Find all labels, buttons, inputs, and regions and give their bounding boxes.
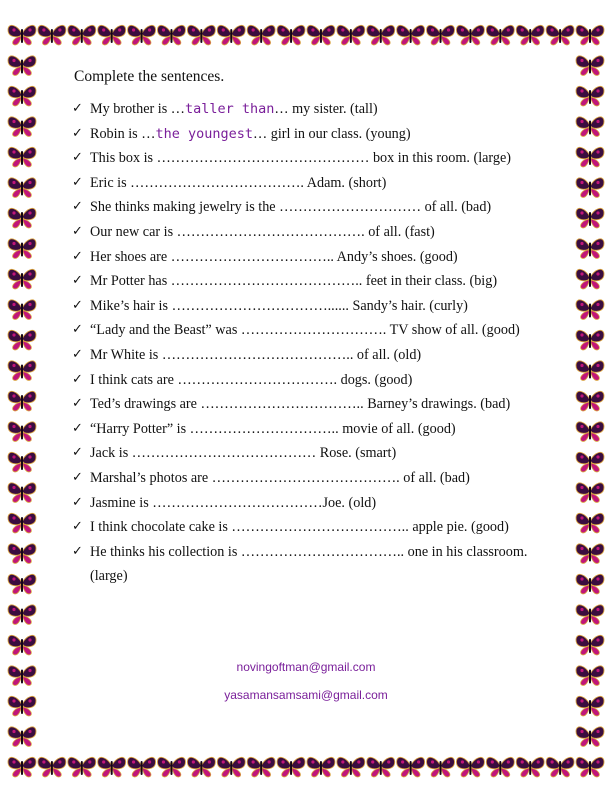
butterfly-icon: [8, 635, 36, 655]
butterfly-icon: [337, 757, 365, 777]
sentence-answer: the youngest: [155, 125, 253, 142]
butterfly-icon: [8, 239, 36, 259]
sentence-answer: taller than: [184, 101, 275, 117]
butterfly-icon: [576, 483, 604, 503]
sentence-item: [72, 245, 542, 270]
sentence-item: [72, 318, 542, 343]
sentence-item: [72, 417, 542, 442]
butterfly-icon: [217, 757, 245, 777]
butterfly-icon: [98, 757, 126, 777]
butterfly-icon: [576, 330, 604, 350]
sentence-list: [72, 97, 542, 589]
butterfly-icon: [247, 757, 275, 777]
checkmark-icon: ✓: [72, 174, 83, 190]
butterfly-icon: [397, 25, 425, 45]
butterfly-icon: [397, 757, 425, 777]
sentence-text-before: Mr White is ………………………………….. of all. (old): [90, 346, 422, 363]
butterfly-icon: [247, 25, 275, 45]
sentence-text-before: Jack is ………………………………… Rose. (smart): [90, 445, 397, 462]
sentence-text-before: “Lady and the Beast” was …………………………. TV show of all. (good): [90, 322, 520, 339]
butterfly-icon: [456, 757, 484, 777]
sentence-item: [72, 269, 542, 294]
butterfly-icon: [128, 757, 156, 777]
butterfly-icon: [8, 178, 36, 198]
sentence-item: [72, 122, 542, 147]
checkmark-icon: ✓: [72, 223, 83, 239]
sentence-text-before: I think cats are ……………………………. dogs. (good): [90, 371, 413, 388]
sentence-text-before: Eric is ………………………………. Adam. (short): [90, 174, 387, 191]
butterfly-icon: [8, 361, 36, 381]
butterfly-icon: [546, 757, 574, 777]
sentence-item: [72, 220, 542, 245]
butterfly-icon: [68, 25, 96, 45]
butterfly-icon: [576, 269, 604, 289]
butterfly-icon: [8, 757, 36, 777]
sentence-item: [72, 466, 542, 491]
checkmark-icon: ✓: [72, 101, 83, 116]
butterfly-icon: [576, 25, 604, 45]
sentence-text-before: Marshal’s photos are …………………………………. of all. (bad): [90, 469, 470, 486]
butterfly-icon: [8, 86, 36, 106]
sentence-item: [72, 392, 542, 417]
butterfly-icon: [277, 757, 305, 777]
sentence-item: [72, 343, 542, 368]
sentence-item: [72, 491, 542, 516]
butterfly-icon: [8, 147, 36, 167]
butterfly-icon: [516, 25, 544, 45]
checkmark-icon: ✓: [72, 248, 83, 264]
worksheet-heading: Complete the sentences.: [74, 68, 225, 85]
sentence-text-before: My brother is …: [90, 101, 185, 117]
butterfly-icon: [8, 452, 36, 472]
butterfly-icon: [546, 25, 574, 45]
sentence-text-before: I think chocolate cake is ……………………………….. apple pie. (good): [90, 519, 509, 536]
butterfly-icon: [8, 544, 36, 564]
checkmark-icon: ✓: [72, 469, 83, 485]
butterfly-icon: [8, 56, 36, 76]
butterfly-icon: [576, 605, 604, 625]
butterfly-icon: [576, 300, 604, 320]
sentence-text-before: Her shoes are …………………………….. Andy’s shoes. (good): [90, 248, 458, 265]
butterfly-icon: [8, 422, 36, 442]
butterfly-icon: [157, 25, 185, 45]
sentence-item: [72, 294, 542, 319]
butterfly-icon: [576, 239, 604, 259]
butterfly-icon: [576, 452, 604, 472]
checkmark-icon: ✓: [72, 346, 83, 362]
butterfly-icon: [576, 391, 604, 411]
butterfly-icon: [38, 757, 66, 777]
butterfly-icon: [8, 300, 36, 320]
butterfly-icon: [576, 635, 604, 655]
butterfly-icon: [456, 25, 484, 45]
butterfly-icon: [8, 391, 36, 411]
butterfly-icon: [217, 25, 245, 45]
butterfly-icon: [157, 757, 185, 777]
butterfly-icon: [427, 757, 455, 777]
butterfly-icon: [8, 269, 36, 289]
sentence-text-before: Mike’s hair is ……………………………...... Sandy’s hair. (curly): [90, 297, 468, 314]
butterfly-icon: [8, 25, 36, 45]
sentence-text-before: Jasmine is ………………………………Joe. (old): [90, 494, 377, 511]
checkmark-icon: ✓: [72, 519, 83, 535]
butterfly-icon: [277, 25, 305, 45]
butterfly-icon: [576, 513, 604, 533]
worksheet-body: [72, 68, 542, 589]
sentence-text-before: He thinks his collection is …………………………….. one in his classroom. (large): [90, 543, 528, 585]
sentence-item: [72, 441, 542, 466]
footer-emails: [0, 660, 612, 716]
sentence-item: [72, 97, 542, 122]
butterfly-icon: [576, 544, 604, 564]
butterfly-icon: [576, 117, 604, 137]
butterfly-icon: [576, 361, 604, 381]
checkmark-icon: ✓: [72, 273, 83, 289]
sentence-text-before: Our new car is …………………………………. of all. (fast): [90, 223, 435, 240]
butterfly-icon: [8, 605, 36, 625]
butterfly-icon: [307, 757, 335, 777]
sentence-item: [72, 195, 542, 220]
sentence-item: [72, 171, 542, 196]
butterfly-icon: [8, 330, 36, 350]
sentence-item: [72, 368, 542, 393]
checkmark-icon: ✓: [72, 125, 83, 141]
butterfly-icon: [576, 147, 604, 167]
checkmark-icon: ✓: [72, 420, 83, 436]
butterfly-icon: [486, 25, 514, 45]
checkmark-icon: ✓: [72, 150, 83, 166]
sentence-item: [72, 540, 542, 589]
checkmark-icon: ✓: [72, 297, 83, 313]
butterfly-icon: [68, 757, 96, 777]
sentence-text-before: Ted’s drawings are …………………………….. Barney’s drawings. (bad): [90, 396, 511, 413]
butterfly-icon: [307, 25, 335, 45]
butterfly-icon: [367, 25, 395, 45]
butterfly-icon: [38, 25, 66, 45]
butterfly-icon: [576, 178, 604, 198]
checkmark-icon: ✓: [72, 445, 83, 461]
butterfly-icon: [128, 25, 156, 45]
butterfly-icon: [576, 422, 604, 442]
butterfly-icon: [8, 208, 36, 228]
sentence-text-before: Robin is …: [90, 125, 156, 142]
butterfly-icon: [8, 117, 36, 137]
butterfly-icon: [576, 56, 604, 76]
butterfly-icon: [486, 757, 514, 777]
butterfly-icon: [427, 25, 455, 45]
checkmark-icon: ✓: [72, 543, 83, 559]
sentence-text-after: … girl in our class. (young): [252, 125, 411, 142]
checkmark-icon: ✓: [72, 322, 83, 338]
butterfly-icon: [8, 574, 36, 594]
butterfly-icon: [8, 513, 36, 533]
butterfly-icon: [98, 25, 126, 45]
butterfly-icon: [8, 727, 36, 747]
butterfly-icon: [576, 86, 604, 106]
sentence-text-before: Mr Potter has ………………………………….. feet in their class. (big): [90, 273, 498, 290]
sentence-text-before: This box is ……………………………………… box in this room. (large): [90, 150, 512, 167]
footer-email-2: yasamansamsami@gmail.com: [224, 688, 388, 702]
checkmark-icon: ✓: [72, 396, 83, 412]
checkmark-icon: ✓: [72, 371, 83, 387]
footer-email-1: novingoftman@gmail.com: [236, 660, 376, 674]
checkmark-icon: ✓: [72, 494, 83, 510]
butterfly-icon: [516, 757, 544, 777]
butterfly-icon: [576, 574, 604, 594]
sentence-item: [72, 515, 542, 540]
butterfly-icon: [337, 25, 365, 45]
sentence-text-before: “Harry Potter” is ………………………….. movie of all. (good): [90, 420, 456, 437]
butterfly-icon: [576, 757, 604, 777]
butterfly-icon: [187, 25, 215, 45]
butterfly-icon: [367, 757, 395, 777]
butterfly-icon: [187, 757, 215, 777]
sentence-item: [72, 146, 542, 171]
butterfly-icon: [8, 483, 36, 503]
butterfly-icon: [576, 208, 604, 228]
butterfly-icon: [576, 727, 604, 747]
sentence-text-before: She thinks making jewelry is the ………………………… of all. (bad): [90, 199, 492, 216]
sentence-text-after: … my sister. (tall): [274, 101, 378, 117]
checkmark-icon: ✓: [72, 199, 83, 215]
